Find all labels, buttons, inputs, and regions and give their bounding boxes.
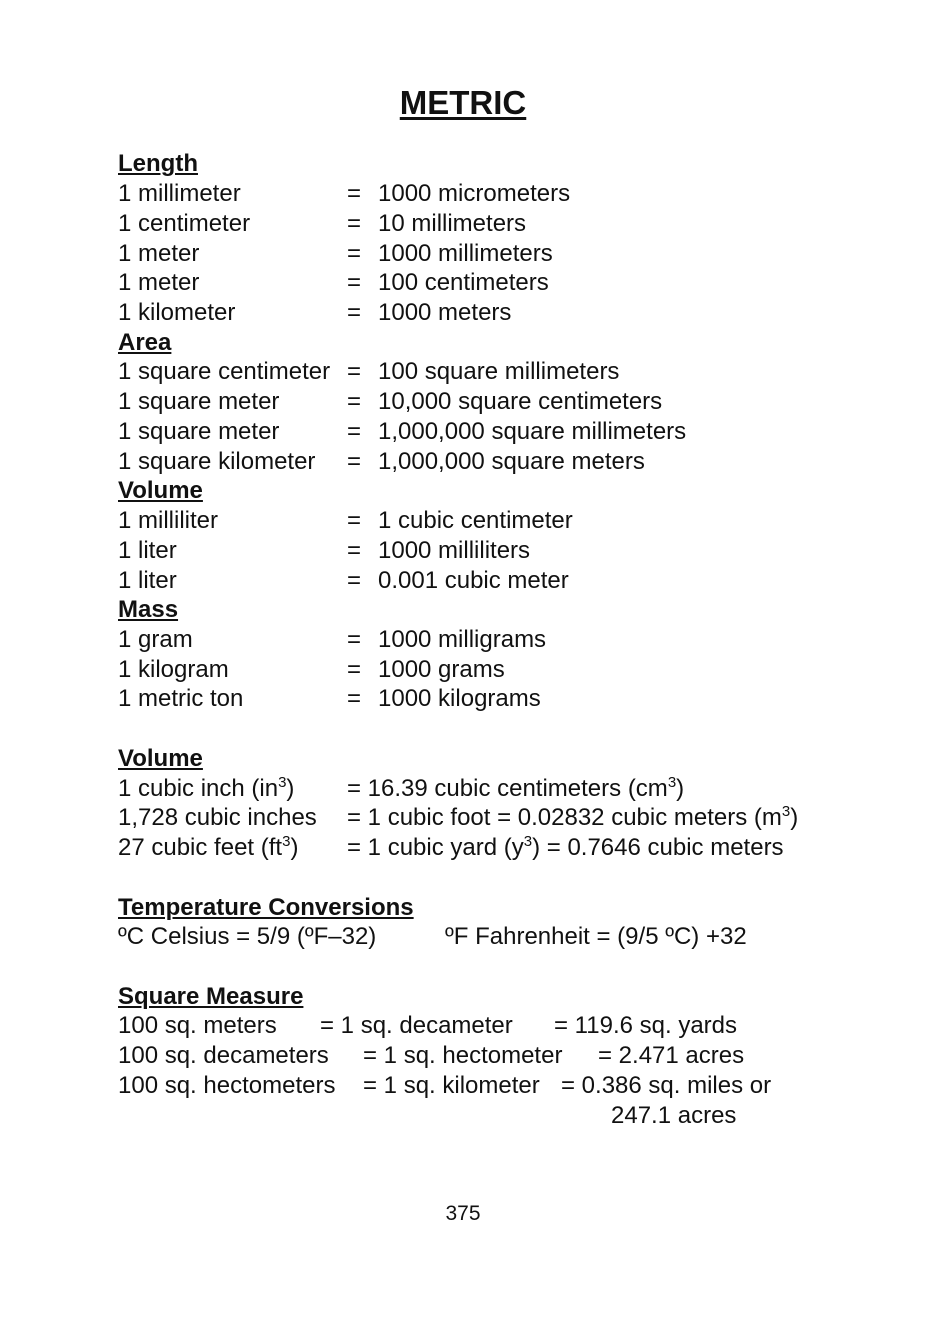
unit-value: = 2.471 acres: [598, 1042, 745, 1069]
table-row: [118, 418, 878, 448]
unit-equivalent: = 1 sq. kilometer: [363, 1072, 540, 1099]
unit-value: = 1 cubic yard $(y^3) = 0.7646$ cubic meters: [347, 833, 784, 861]
equals-sign: =: [347, 537, 362, 564]
unit-value: 1000 milliliters: [378, 537, 531, 564]
unit-label: 1 millimeter: [118, 180, 241, 207]
equals-sign: =: [347, 507, 362, 534]
section-heading-volume-cubic: Volume: [118, 745, 203, 772]
page-number: 375: [445, 1202, 481, 1225]
table-row: [118, 567, 878, 597]
table-row: [118, 240, 878, 270]
unit-value: 1,000,000 square millimeters: [378, 418, 687, 445]
table-row: [118, 834, 878, 864]
equals-sign: =: [347, 240, 362, 267]
table-row: [118, 685, 878, 715]
unit-value: 1000 grams: [378, 656, 505, 683]
celsius-formula: ºC Celsius = 5/9 (ºF–32): [118, 923, 377, 950]
unit-label: 1 square kilometer: [118, 448, 316, 475]
unit-value: 10,000 square centimeters: [378, 388, 663, 415]
equals-sign: =: [347, 299, 362, 326]
unit-value: = 119.6 sq. yards: [554, 1012, 737, 1039]
unit-value: 1,000,000 square meters: [378, 448, 645, 475]
table-row: [118, 269, 878, 299]
table-row: [118, 299, 878, 329]
section-heading-length: Length: [118, 150, 198, 177]
unit-label: 1 meter: [118, 240, 200, 267]
table-row: [118, 775, 878, 805]
equals-sign: =: [347, 210, 362, 237]
unit-value: 100 centimeters: [378, 269, 549, 296]
table-row: [118, 388, 878, 418]
unit-label: 1 kilogram: [118, 656, 229, 683]
unit-label: 27 cubic feet $(ft^3)$: [118, 833, 299, 861]
table-row: [118, 626, 878, 656]
table-row: [118, 1012, 878, 1042]
unit-label: 1 gram: [118, 626, 193, 653]
equals-sign: =: [347, 388, 362, 415]
unit-label: 1 kilometer: [118, 299, 236, 326]
equals-sign: =: [347, 269, 362, 296]
table-row: [118, 656, 878, 686]
table-row: [118, 358, 878, 388]
table-row: [118, 1102, 878, 1132]
unit-label: 1 liter: [118, 567, 177, 594]
fahrenheit-formula: ºF Fahrenheit = (9/5 ºC) +32: [445, 923, 747, 950]
section-heading-mass: Mass: [118, 596, 179, 623]
unit-label: 1 square centimeter: [118, 358, 331, 385]
table-row: [118, 537, 878, 567]
unit-value: 1000 milligrams: [378, 626, 547, 653]
equals-sign: =: [347, 358, 362, 385]
unit-value: = 16.39 cubic centimeters $(cm^3)$: [347, 774, 685, 802]
unit-value: 1000 meters: [378, 299, 512, 326]
table-row: [118, 448, 878, 478]
unit-equivalent: = 1 sq. hectometer: [363, 1042, 563, 1069]
unit-value: 1 cubic centimeter: [378, 507, 573, 534]
section-heading-area: Area: [118, 329, 172, 356]
unit-label: 1,728 cubic inches: [118, 804, 317, 831]
equals-sign: =: [347, 418, 362, 445]
table-row: [118, 507, 878, 537]
unit-label: 1 square meter: [118, 388, 280, 415]
unit-label: 1 milliliter: [118, 507, 219, 534]
table-row: [118, 180, 878, 210]
table-row: [118, 1072, 878, 1102]
unit-label: 100 sq. meters: [118, 1012, 277, 1039]
section-heading-square-measure: Square Measure: [118, 983, 304, 1010]
unit-value: 10 millimeters: [378, 210, 527, 237]
unit-label: 1 square meter: [118, 418, 280, 445]
unit-value: 1000 millimeters: [378, 240, 553, 267]
unit-value: = 1 cubic foot = 0.02832 cubic meters $(m^3)$: [347, 803, 799, 831]
unit-label: 1 cubic inch $(in^3)$: [118, 774, 295, 802]
equals-sign: =: [347, 626, 362, 653]
equals-sign: =: [347, 567, 362, 594]
unit-label: 1 liter: [118, 537, 177, 564]
unit-value: 0.001 cubic meter: [378, 567, 569, 594]
equals-sign: =: [347, 448, 362, 475]
equals-sign: =: [347, 685, 362, 712]
unit-label: 100 sq. decameters: [118, 1042, 329, 1069]
unit-equivalent: = 1 sq. decameter: [320, 1012, 513, 1039]
unit-value: = 0.386 sq. miles or: [561, 1072, 772, 1099]
unit-value: 100 square millimeters: [378, 358, 620, 385]
equals-sign: =: [347, 180, 362, 207]
unit-label: 1 meter: [118, 269, 200, 296]
section-heading-temperature: Temperature Conversions: [118, 894, 414, 921]
table-row: [118, 804, 878, 834]
unit-label: 1 metric ton: [118, 685, 244, 712]
equals-sign: =: [347, 656, 362, 683]
unit-value: 1000 kilograms: [378, 685, 541, 712]
unit-value-continuation: 247.1 acres: [611, 1102, 737, 1129]
temperature-row: [118, 923, 878, 953]
unit-label: 100 sq. hectometers: [118, 1072, 336, 1099]
table-row: [118, 1042, 878, 1072]
table-row: [118, 210, 878, 240]
unit-value: 1000 micrometers: [378, 180, 571, 207]
section-heading-volume: Volume: [118, 477, 203, 504]
unit-label: 1 centimeter: [118, 210, 251, 237]
page-title: METRIC: [399, 84, 527, 121]
